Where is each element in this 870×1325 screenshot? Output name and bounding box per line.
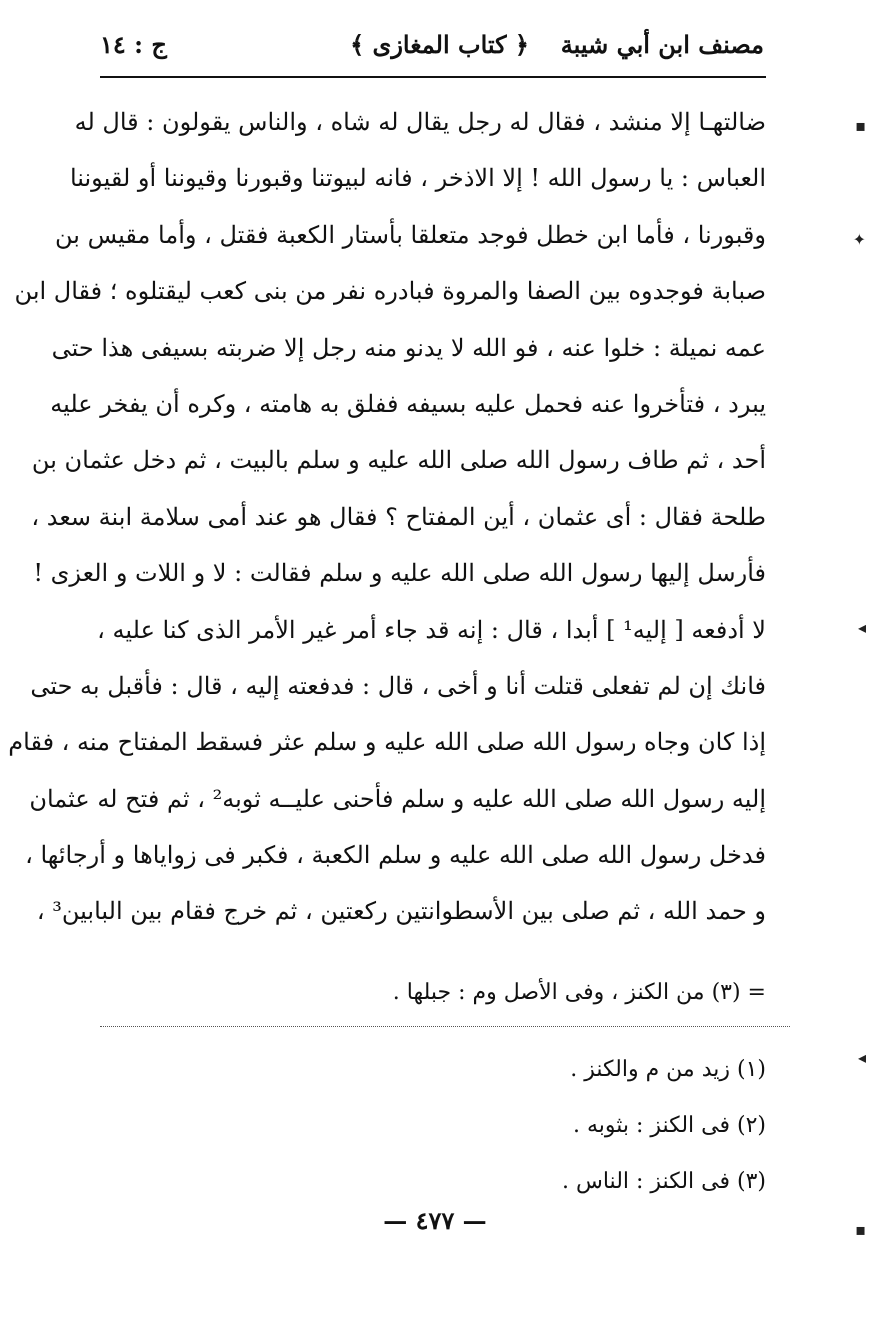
footnote-1: (١) زيد من م والكنز . [570, 1057, 766, 1082]
footnote-3: (٣) فى الكنز : الناس . [562, 1169, 766, 1194]
book-title: مصنف ابن أبي شيبة [560, 30, 764, 59]
scan-edge-mark: ▪ [855, 116, 866, 135]
text-line: لا أدفعه [ إليه¹ ] أبدا ، قال : إنه قد جاء أمر غير الأمر الذى كنا عليه ، [97, 615, 766, 644]
text-line: أحد ، ثم طاف رسول الله صلى الله عليه و سلم بالبيت ، ثم دخل عثمان بن [31, 446, 766, 475]
text-line: فدخل رسول الله صلى الله عليه و سلم الكعبة ، فكبر فى زواياها و أرجائها ، [25, 841, 766, 870]
page-number: — ٤٧٧ — [383, 1206, 487, 1235]
scan-edge-mark: ◂ [857, 1048, 866, 1067]
page-header [100, 22, 764, 72]
scan-edge-mark: ◂ [857, 618, 866, 637]
footnote-separator [100, 1026, 790, 1027]
footnote-2: (٢) فى الكنز : بثوبه . [572, 1113, 766, 1138]
text-line: طلحة فقال : أى عثمان ، أين المفتاح ؟ فقال هو عند أمى سلامة ابنة سعد ، [31, 502, 766, 531]
chapter-title: ﴿ كتاب المغازى ﴾ [350, 30, 529, 59]
text-line: إليه رسول الله صلى الله عليه و سلم فأحنى عليــه ثوبه² ، ثم فتح له عثمان [29, 784, 766, 813]
text-line: عمه نميلة : خلوا عنه ، فو الله لا يدنو منه رجل إلا ضربته بسيفى هذا حتى [51, 333, 766, 362]
text-line: ضالتهـا إلا منشد ، فقال له رجل يقال له شاه ، والناس يقولون : قال له [74, 108, 766, 136]
volume-number: ج : ١٤ [100, 30, 167, 59]
text-line: صبابة فوجدوه بين الصفا والمروة فبادره نفر من بنى كعب ليقتلوه ؛ فقال ابن [14, 277, 766, 306]
text-line: يبرد ، فتأخروا عنه فحمل عليه بسيفه ففلق به هامته ، وكره أن يفخر عليه [50, 389, 766, 418]
header-rule [100, 76, 766, 78]
footnote-continuation: = (٣) من الكنز ، وفى الأصل وم : جبلها . [392, 980, 766, 1005]
footnotes [100, 1042, 766, 1210]
text-line: وقبورنا ، فأما ابن خطل فوجد متعلقا بأستار الكعبة فقتل ، وأما مقيس بن [54, 220, 766, 249]
scan-edge-mark: ✦ [852, 230, 866, 249]
text-line: و حمد الله ، ثم صلى بين الأسطوانتين ركعتين ، ثم خرج فقام بين البابين³ ، [36, 897, 766, 926]
text-line: العباس : يا رسول الله ! إلا الاذخر ، فانه لبيوتنا وقبورنا وقيوننا أو لقيوننا [69, 164, 766, 193]
text-line: إذا كان وجاه رسول الله صلى الله عليه و سلم عثر فسقط المفتاح منه ، فقام [8, 728, 766, 757]
main-text [8, 94, 766, 940]
scan-edge-mark: ▪ [855, 1220, 866, 1239]
text-line: فأرسل إليها رسول الله صلى الله عليه و سلم فقالت : لا و اللات و العزى ! [33, 559, 766, 588]
text-line: فانك إن لم تفعلى قتلت أنا و أخى ، قال : فدفعته إليه ، قال : فأقبل به حتى [30, 671, 766, 700]
